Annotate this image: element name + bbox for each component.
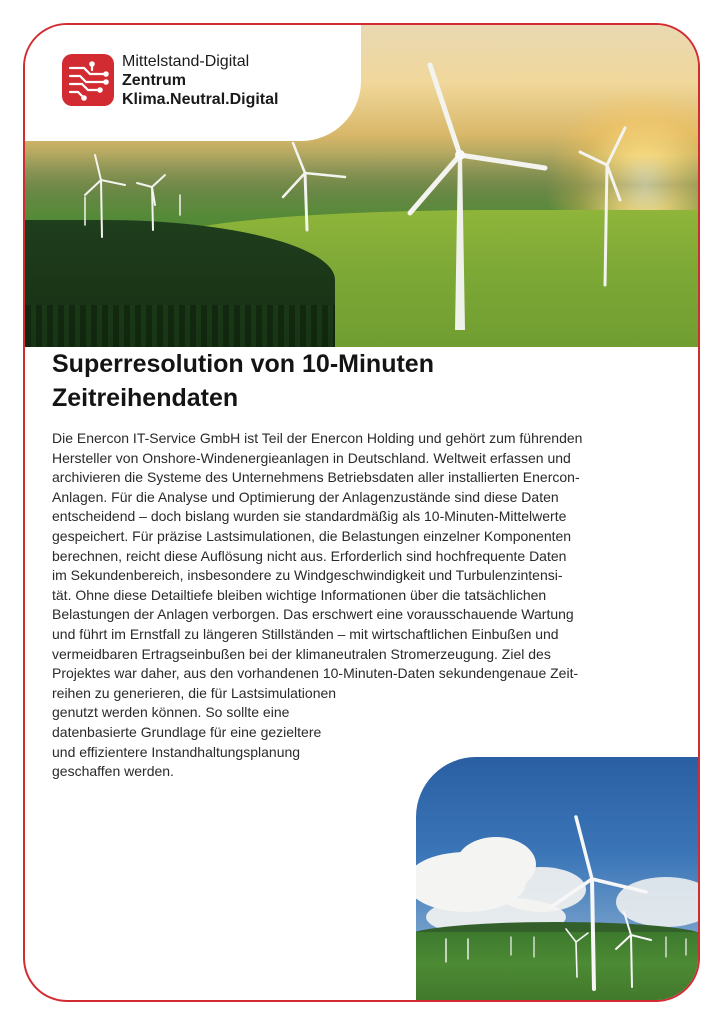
body-line: Projektes war daher, aus den vorhandenen 10-Minuten-Daten sekundengenaue Zeit-: [52, 665, 579, 682]
logo-panel: [25, 25, 361, 141]
brand-line-2: Zentrum: [122, 72, 186, 89]
body-line: datenbasierte Grundlage für eine gezieltere: [52, 723, 322, 740]
body-line: und führt im Ernstfall zu längeren Stillständen – mit wirtschaftlichen Einbußen und: [52, 625, 559, 642]
logo-text: [122, 52, 278, 109]
wind-farm-image: [416, 757, 700, 1002]
brand-line-3: Klima.Neutral.Digital: [122, 91, 279, 108]
body-line: gespeichert. Für präzise Lastsimulationen, die Belastungen einzelner Komponenten: [52, 527, 572, 544]
body-line: geschaffen werden.: [52, 763, 174, 780]
article-title: [52, 347, 612, 415]
article-body: [52, 429, 632, 782]
title-line-2: Zeitreihendaten: [52, 384, 239, 412]
title-line-1: Superresolution von 10-Minuten: [52, 350, 434, 378]
body-line: genutzt werden können. So sollte eine: [52, 704, 290, 721]
body-line: und effizientere Instandhaltungsplanung: [52, 743, 301, 760]
body-line: entscheidend – doch bislang wurden sie standardmäßig als 10-Minuten-Mittelwerte: [52, 508, 567, 525]
body-line: im Sekundenbereich, insbesondere zu Windgeschwindigkeit und Turbulenzintensi-: [52, 567, 563, 584]
body-line: Anlagen. Für die Analyse und Optimierung der Anlagenzustände sind diese Daten: [52, 488, 559, 505]
body-line: reihen zu generieren, die für Lastsimulationen: [52, 684, 337, 701]
body-line: berechnen, reicht diese Auflösung nicht aus. Erforderlich sind hochfrequente Daten: [52, 547, 567, 564]
brand-line-1: Mittelstand-Digital: [122, 53, 250, 70]
body-line: Hersteller von Onshore-Windenergieanlagen in Deutschland. Weltweit erfassen und: [52, 449, 571, 466]
body-line: archivieren die Systeme des Unternehmens Betriebsdaten aller installierten Enercon-: [52, 469, 580, 486]
circuit-board-icon: [62, 54, 114, 106]
wind-turbines-illustration: [416, 757, 700, 1002]
body-line: Belastungen der Anlagen verborgen. Das erschwert eine vorausschauende Wartung: [52, 606, 574, 623]
body-line: vermeidbaren Ertragseinbußen bei der klimaneutralen Stromerzeugung. Ziel des: [52, 645, 551, 662]
body-line: Die Enercon IT-Service GmbH ist Teil der Enercon Holding und gehört zum führenden: [52, 430, 583, 446]
body-line: tät. Ohne diese Detailtiefe bleiben wichtige Informationen über die tatsächlichen: [52, 586, 547, 603]
